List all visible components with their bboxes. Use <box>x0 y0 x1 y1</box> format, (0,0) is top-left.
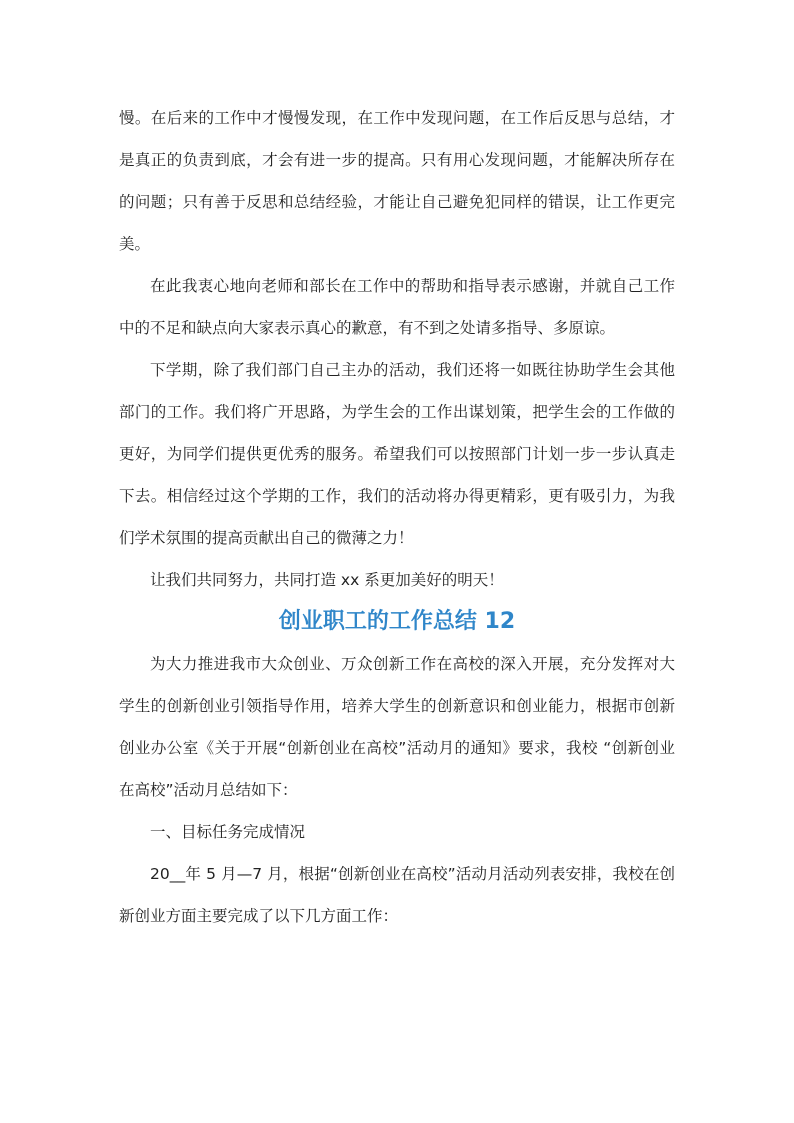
section-heading: 创业职工的工作总结 12 <box>278 609 516 634</box>
paragraph-activities: 20__年 5 月—7 月，根据“创新创业在高校”活动月活动列表安排，我校在创新创业方面主要完成了以下几方面工作： <box>119 865 675 925</box>
paragraph-continuation: 慢。在后来的工作中才慢慢发现，在工作中发现问题，在工作后反思与总结，才是真正的负责到底，才会有进一步的提高。只有用心发现问题，才能解决所存在的问题；只有善于反思和总结经验，才能让自己避免犯同样的错误，让工作更完美。 <box>119 109 675 253</box>
subheading-targets: 一、目标任务完成情况 <box>150 823 306 841</box>
paragraph-next-semester: 下学期，除了我们部门自己主办的活动，我们还将一如既往协助学生会其他部门的工作。我们将广开思路，为学生会的工作出谋划策，把学生会的工作做的更好，为同学们提供更优秀的服务。希望我们可以按照部门计划一步一步认真走下去。相信经过这个学期的工作，我们的活动将办得更精彩，更有吸引力，为我们学术氛围的提高贡献出自己的微薄之力！ <box>119 361 675 547</box>
paragraph-closing: 让我们共同努力，共同打造 xx 系更加美好的明天！ <box>150 571 504 589</box>
document-body <box>119 97 675 937</box>
paragraph-intro: 为大力推进我市大众创业、万众创新工作在高校的深入开展，充分发挥对大学生的创新创业引领指导作用，培养大学生的创新意识和创业能力，根据市创新创业办公室《关于开展“创新创业在高校”活动月的通知》要求，我校 “创新创业在高校”活动月总结如下： <box>119 655 675 799</box>
paragraph-thanks: 在此我衷心地向老师和部长在工作中的帮助和指导表示感谢，并就自己工作中的不足和缺点向大家表示真心的歉意，有不到之处请多指导、多原谅。 <box>119 277 675 337</box>
